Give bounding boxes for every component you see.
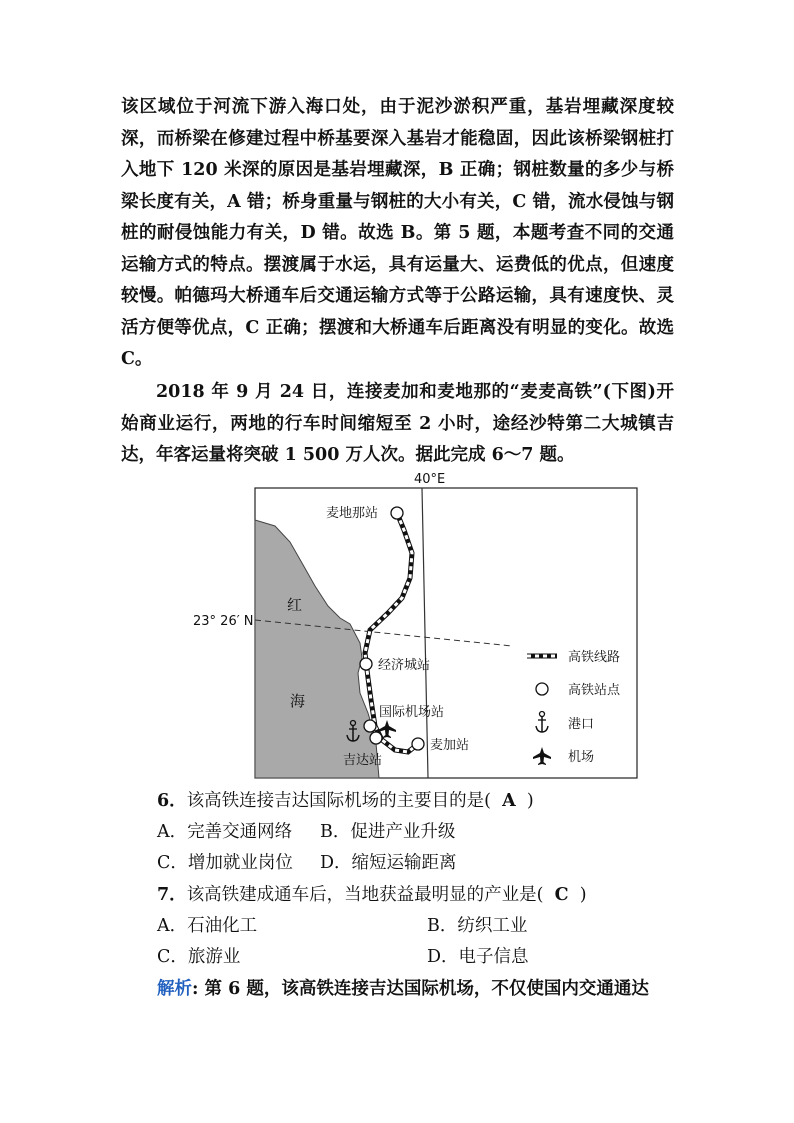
q6-close: ) (526, 791, 534, 811)
question-6 (157, 786, 534, 818)
legend-airport: 机场 (568, 750, 595, 765)
legend-port: 港口 (568, 717, 595, 732)
legend-station: 高铁站点 (568, 683, 621, 698)
station-medina (391, 507, 403, 519)
q6-option-d: D．缩短运输距离 (320, 853, 457, 873)
analysis-label: 解析 (157, 979, 192, 999)
analysis-text: : 第 6 题，该高铁连接吉达国际机场，不仅使国内交通通达 (192, 979, 649, 999)
q7-close: ) (579, 885, 587, 905)
label-medina: 麦地那站 (326, 506, 379, 521)
q7-option-c: C．旅游业 (157, 947, 241, 967)
sea-label-2: 海 (290, 692, 306, 710)
sea-label-1: 红 (287, 596, 303, 614)
railway-map (190, 468, 650, 783)
q7-option-b: B．纺织工业 (427, 916, 528, 936)
q7-number: 7． (157, 885, 187, 905)
q6-option-c: C．增加就业岗位 (157, 853, 293, 873)
label-airport: 国际机场站 (379, 705, 445, 720)
station-airport (364, 720, 376, 732)
paragraph-1: 该区域位于河流下游入海口处，由于泥沙淤积严重，基岩埋藏深度较深，而桥梁在修建过程中桥基要深入基岩才能稳固，因此该桥梁钢桩打入地下 120 米深的原因是基岩埋藏深，B 正确；钢桩数量的多少与桥梁长度有关，A 错；桥身重量与钢桩的大小有关，C 错，流水侵蚀与钢桩的耐侵蚀能力有关，D 错。故选 B。第 5 题，本题考查不同的交通运输方式的特点。摆渡属于水运，具有运量大、运费低的优点，但速度较慢。帕德玛大桥通车后交通运输方式等于公路运输，具有速度快、灵活方便等优点，C 正确；摆渡和大桥通车后距离没有明显的变化。故选 C。 (121, 97, 674, 369)
q7-text: 该高铁建成通车后，当地获益最明显的产业是( (186, 885, 544, 905)
q7-answer: C (554, 885, 569, 905)
paragraph-2: 2018 年 9 月 24 日，连接麦加和麦地那的“麦麦高铁”(下图)开始商业运行，两地的行车时间缩短至 2 小时，途经沙特第二大城镇吉达，年客运量将突破 1 500 万人次。据此完成 6～7 题。 (121, 382, 674, 465)
question-7 (157, 880, 587, 912)
legend-railway: 高铁线路 (568, 650, 621, 665)
q6-number: 6． (157, 791, 187, 811)
q6-option-a: A．完善交通网络 (157, 822, 293, 842)
analysis (157, 974, 649, 1006)
q6-text: 该高铁连接吉达国际机场的主要目的是( (186, 791, 492, 811)
label-economic-city: 经济城站 (378, 658, 431, 673)
label-mecca: 麦加站 (430, 738, 470, 753)
q6-answer: A (502, 791, 516, 811)
station-mecca (412, 738, 424, 750)
q6-option-b: B．促进产业升级 (320, 822, 456, 842)
latitude-label: 23° 26′ N (193, 614, 254, 629)
station-economic-city (360, 658, 372, 670)
q7-option-a: A．石油化工 (157, 916, 258, 936)
longitude-label: 40°E (414, 472, 446, 487)
label-jeddah: 吉达站 (343, 753, 383, 768)
station-jeddah (370, 732, 382, 744)
q7-option-d: D．电子信息 (427, 947, 529, 967)
